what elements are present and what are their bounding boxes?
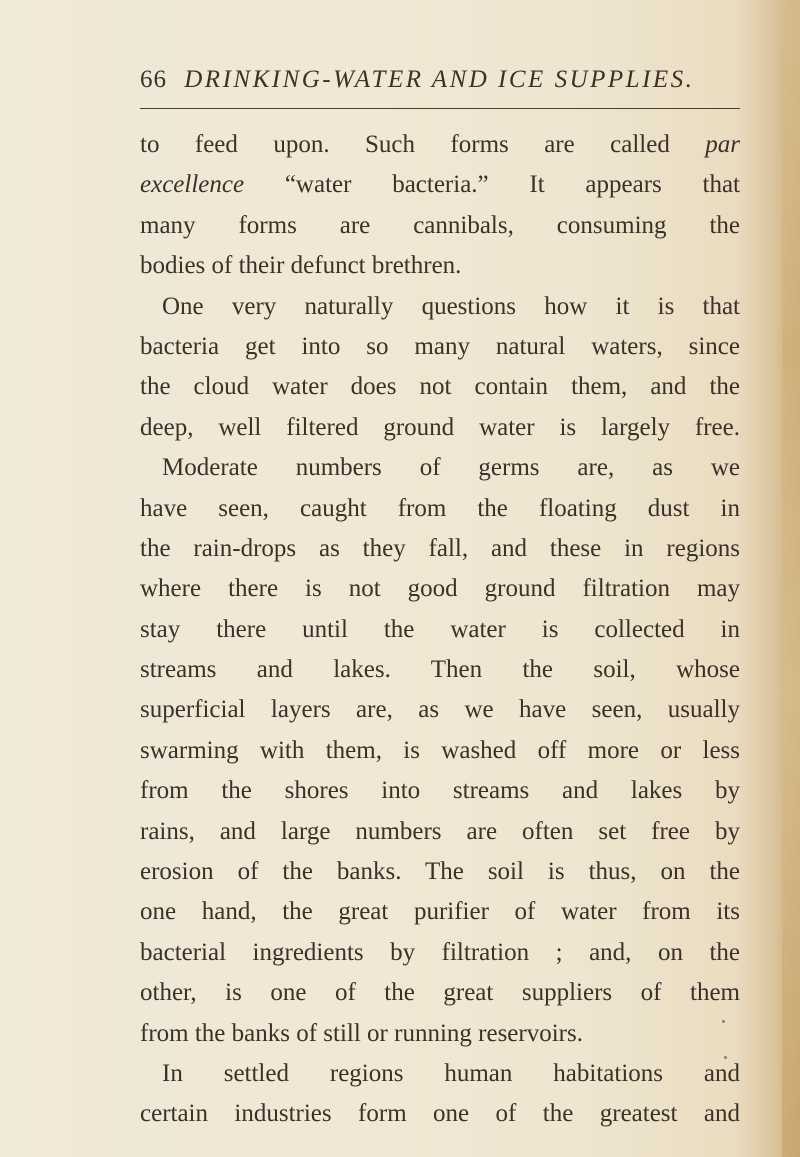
- header-rule: [140, 108, 740, 109]
- speck: [722, 1020, 725, 1023]
- text-line: bacterial ingredients by filtration ; and, on the: [140, 938, 740, 966]
- text-line: In settled regions human habitations and: [162, 1059, 740, 1087]
- text-line: Moderate numbers of germs are, as we: [162, 454, 740, 482]
- text-line: excellence “water bacteria.” It appears that: [140, 171, 740, 199]
- text-line: bacteria get into so many natural waters, since: [140, 332, 740, 360]
- text-line: swarming with them, is washed off more or less: [140, 736, 740, 764]
- speck: [724, 1056, 727, 1059]
- text-line: one hand, the great purifier of water from its: [140, 898, 740, 926]
- text-line: superficial layers are, as we have seen, usually: [140, 696, 740, 724]
- text-line: deep, well filtered ground water is largely free.: [140, 413, 740, 441]
- text-line: stay there until the water is collected in: [140, 615, 740, 643]
- page-number: 66: [140, 66, 167, 93]
- text-line: from the banks of still or running reservoirs.: [140, 1019, 583, 1047]
- text-line: to feed upon. Such forms are called par: [140, 131, 740, 158]
- text-line: where there is not good ground filtration may: [140, 575, 740, 603]
- text-line: other, is one of the great suppliers of them: [140, 979, 740, 1007]
- text-line: certain industries form one of the greatest and: [140, 1100, 740, 1128]
- text-line: streams and lakes. Then the soil, whose: [140, 656, 740, 684]
- text-line: rains, and large numbers are often set free by: [140, 817, 740, 845]
- text-line: the rain-drops as they fall, and these in regions: [140, 534, 740, 562]
- text-line: from the shores into streams and lakes by: [140, 777, 740, 805]
- text-line: have seen, caught from the floating dust in: [140, 494, 740, 522]
- page-edge-stain: [782, 0, 800, 1157]
- body-text: [140, 125, 740, 1135]
- text-line: One very naturally questions how it is that: [162, 292, 740, 320]
- text-line: bodies of their defunct brethren.: [140, 252, 462, 280]
- paper-specks: [720, 1020, 730, 1080]
- running-head: [140, 66, 740, 106]
- text-line: many forms are cannibals, consuming the: [140, 211, 740, 239]
- running-head-title: DRINKING-WATER AND ICE SUPPLIES.: [184, 66, 695, 93]
- text-line: erosion of the banks. The soil is thus, on the: [140, 858, 740, 886]
- text-line: the cloud water does not contain them, and the: [140, 373, 740, 401]
